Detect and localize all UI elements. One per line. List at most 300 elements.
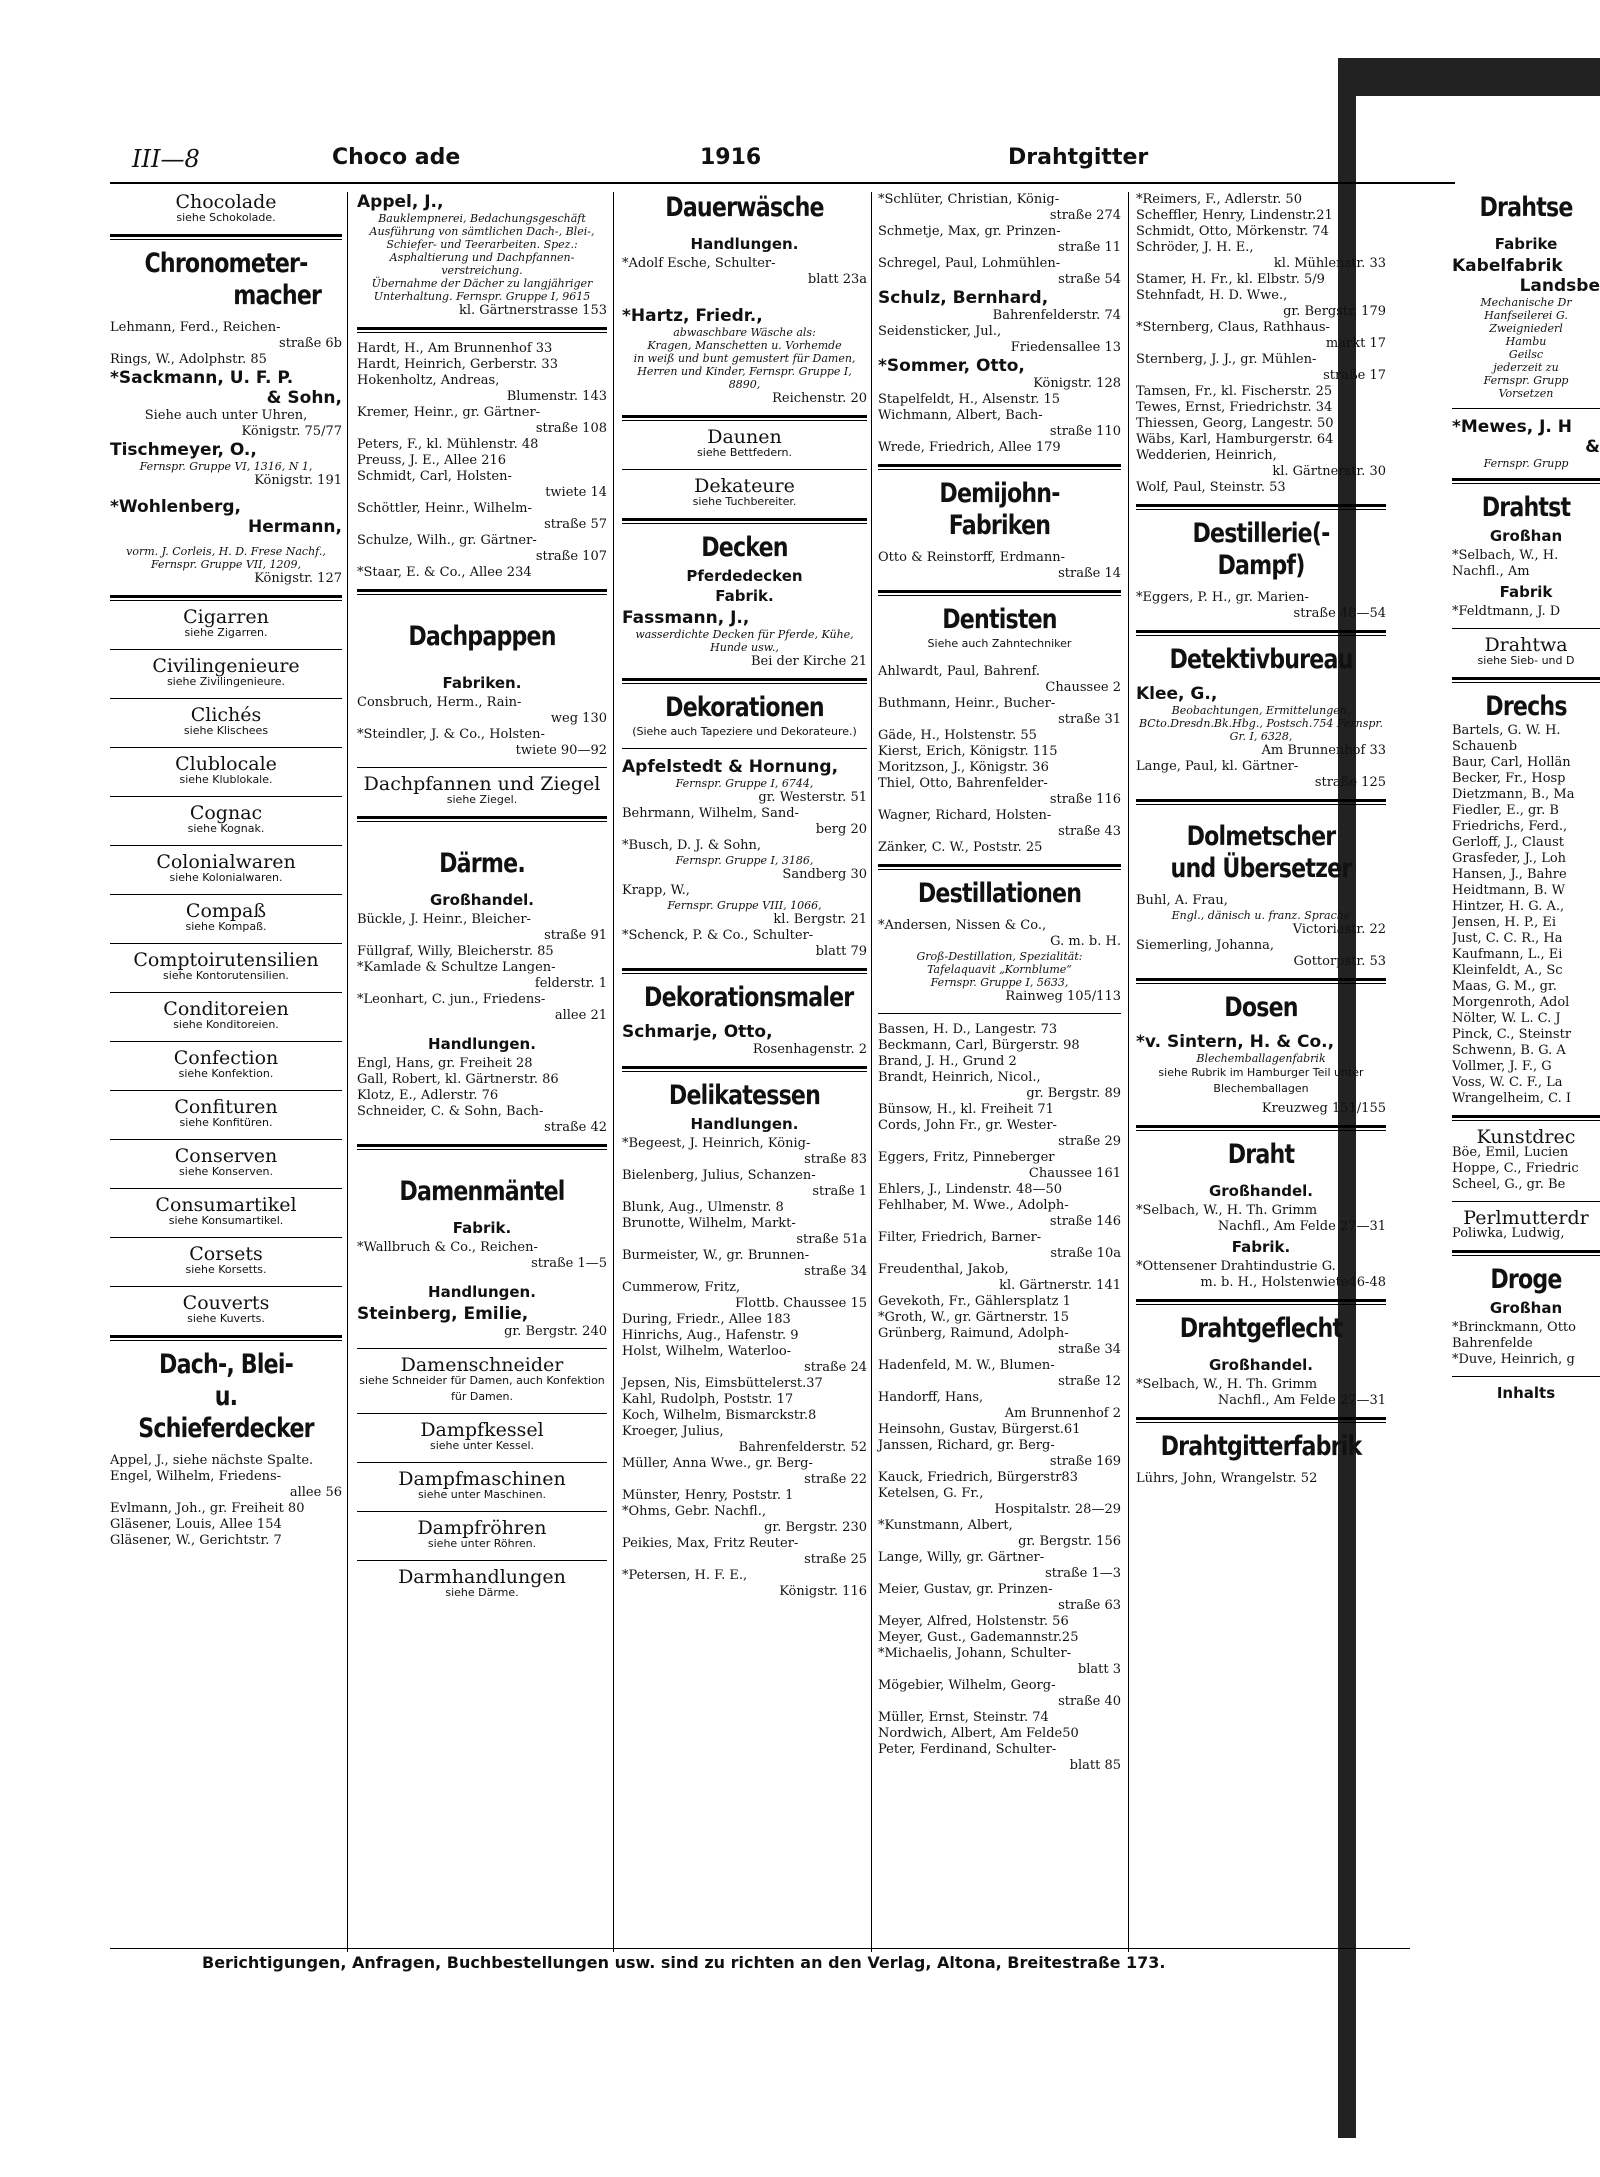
entry-address: straße 125 bbox=[1314, 775, 1386, 790]
directory-entry: Bassen, H. D., Langestr. 73 bbox=[878, 1022, 1058, 1037]
featured-entry: *Mewes, J. H bbox=[1452, 417, 1572, 437]
spacer bbox=[110, 489, 342, 497]
see-also-note: siehe Korsetts. bbox=[185, 1263, 267, 1276]
entry-address: Königstr. 128 bbox=[1033, 376, 1121, 391]
section-heading: Dekorationsmaler bbox=[644, 982, 854, 1013]
subsection-label: Pferdedecken bbox=[686, 567, 803, 585]
double-rule bbox=[1136, 1125, 1386, 1131]
directory-entry: Wedderien, Heinrich, bbox=[1136, 448, 1277, 463]
double-rule bbox=[1452, 478, 1600, 484]
featured-entry: Steinberg, Emilie, bbox=[357, 1304, 529, 1324]
double-rule bbox=[1136, 799, 1386, 805]
directory-entry: Müller, Ernst, Steinstr. 74 bbox=[878, 1710, 1049, 1725]
featured-entry: *Sackmann, U. F. P. bbox=[110, 368, 294, 388]
cross-ref-heading: Damenschneider bbox=[400, 1354, 564, 1376]
directory-entry: Appel, J., siehe nächste Spalte. bbox=[110, 1453, 314, 1468]
entry-address: gr. Bergstr. 156 bbox=[1018, 1534, 1121, 1549]
entry-address: Königstr. 116 bbox=[779, 1584, 867, 1599]
featured-entry: Apfelstedt & Hornung, bbox=[622, 757, 839, 777]
directory-entry: Kroeger, Julius, bbox=[622, 1424, 724, 1439]
column-divider bbox=[1128, 192, 1129, 1952]
featured-entry: & Sohn, bbox=[266, 388, 342, 408]
directory-entry: Cords, John Fr., gr. Wester- bbox=[878, 1118, 1057, 1133]
directory-entry: *Schlüter, Christian, König- bbox=[878, 192, 1060, 207]
directory-entry: *Brinckmann, Otto bbox=[1452, 1320, 1576, 1335]
spacer bbox=[357, 653, 607, 671]
featured-entry: *Wohlenberg, bbox=[110, 497, 241, 517]
directory-entry: Voss, W. C. F., La bbox=[1452, 1075, 1563, 1090]
entry-address: straße 108 bbox=[535, 421, 607, 436]
subsection-label: Großhandel. bbox=[429, 891, 535, 909]
directory-entry: Schauenb bbox=[1452, 739, 1518, 754]
entry-description: abwaschbare Wäsche als: bbox=[673, 326, 816, 339]
entry-address: straße 11 bbox=[1058, 240, 1121, 255]
entry-address: Königstr. 191 bbox=[254, 473, 342, 488]
entry-address: straße 107 bbox=[535, 549, 607, 564]
entry-address: straße 51a bbox=[796, 1232, 867, 1247]
directory-entry: Bartels, G. W. H. bbox=[1452, 723, 1561, 738]
directory-entry: *Groth, W., gr. Gärtnerstr. 15 bbox=[878, 1310, 1069, 1325]
entry-description: Hanfseilerei G. bbox=[1484, 309, 1568, 322]
single-rule bbox=[110, 894, 342, 895]
directory-entry: Stamer, H. Fr., kl. Elbstr. 5/9 bbox=[1136, 272, 1325, 287]
section-heading: Därme. bbox=[439, 848, 525, 879]
entry-address: Victoriastr. 22 bbox=[1292, 922, 1386, 937]
double-rule bbox=[1452, 677, 1600, 683]
directory-entry: Kremer, Heinr., gr. Gärtner- bbox=[357, 405, 541, 420]
single-rule bbox=[110, 747, 342, 748]
entry-address: berg 20 bbox=[815, 822, 867, 837]
directory-entry: Ketelsen, G. Fr., bbox=[878, 1486, 984, 1501]
featured-entry: *Hartz, Friedr., bbox=[622, 306, 763, 326]
section-heading: macher bbox=[233, 280, 322, 311]
directory-entry: Wolf, Paul, Steinstr. 53 bbox=[1136, 480, 1286, 495]
entry-description: Fernspr. Grupp bbox=[1483, 374, 1569, 387]
directory-entry: Beckmann, Carl, Bürgerstr. 98 bbox=[878, 1038, 1080, 1053]
section-heading: Droge bbox=[1490, 1264, 1562, 1295]
subsection-label: Fabrik. bbox=[715, 587, 774, 605]
single-rule bbox=[110, 1139, 342, 1140]
spacer bbox=[1136, 1171, 1386, 1179]
column-4 bbox=[878, 192, 1121, 1774]
entry-description: Ausführung von sämtlichen Dach-, Blei-, Schiefer- und Teerarbeiten. Spez.: Asphaltierung und Dachpfannen-verstreichung. bbox=[369, 225, 595, 277]
entry-address: straße 57 bbox=[544, 517, 607, 532]
directory-entry: Ehlers, J., Lindenstr. 48—50 bbox=[878, 1182, 1063, 1197]
spacer bbox=[357, 1158, 607, 1176]
cross-ref-heading: Consumartikel bbox=[155, 1194, 297, 1216]
single-rule bbox=[357, 1348, 607, 1349]
section-heading: Demijohn-Fabriken bbox=[939, 478, 1060, 541]
section-heading: Damenmäntel bbox=[399, 1176, 565, 1207]
entry-description: Bauklempnerei, Bedachungsgeschäft bbox=[378, 212, 586, 225]
spacer bbox=[110, 537, 342, 545]
single-rule bbox=[357, 1462, 607, 1463]
featured-entry: Schmarje, Otto, bbox=[622, 1022, 773, 1042]
directory-entry: Kaufmann, L., Ei bbox=[1452, 947, 1563, 962]
column-divider bbox=[613, 192, 614, 1952]
directory-entry: Bückle, J. Heinr., Bleicher- bbox=[357, 912, 531, 927]
directory-entry: Brandt, Heinrich, Nicol., bbox=[878, 1070, 1041, 1085]
entry-address: Bei der Kirche 21 bbox=[750, 654, 867, 669]
cross-ref-heading: Civilingenieure bbox=[152, 655, 300, 677]
see-also-note: siehe Bettfedern. bbox=[697, 446, 792, 459]
directory-entry: Dietzmann, B., Ma bbox=[1452, 787, 1575, 802]
directory-entry: Peikies, Max, Fritz Reuter- bbox=[622, 1536, 799, 1551]
directory-entry: Hintzer, H. G. A., bbox=[1452, 899, 1565, 914]
directory-entry: Stehnfadt, H. D. Wwe., bbox=[1136, 288, 1288, 303]
see-also-note: siehe unter Kessel. bbox=[429, 1439, 535, 1452]
spacer bbox=[878, 910, 1121, 918]
entry-description: Mechanische Dr bbox=[1480, 296, 1572, 309]
directory-entry: Hardt, Heinrich, Gerberstr. 33 bbox=[357, 357, 558, 372]
directory-entry: Pinck, C., Steinstr bbox=[1452, 1027, 1572, 1042]
section-heading: Chronometer- bbox=[144, 248, 308, 279]
directory-entry: Füllgraf, Willy, Bleicherstr. 85 bbox=[357, 944, 554, 959]
directory-entry: Preuss, J. E., Allee 216 bbox=[357, 453, 507, 468]
directory-entry: *Steindler, J. & Co., Holsten- bbox=[357, 727, 545, 742]
directory-entry: Scheffler, Henry, Lindenstr.21 bbox=[1136, 208, 1333, 223]
directory-entry: *Sternberg, Claus, Rathhaus- bbox=[1136, 320, 1330, 335]
double-rule bbox=[1136, 630, 1386, 636]
directory-entry: Wagner, Richard, Holsten- bbox=[878, 808, 1052, 823]
directory-entry: Müller, Anna Wwe., gr. Berg- bbox=[622, 1456, 813, 1471]
see-also-note: siehe Klischees bbox=[183, 724, 269, 737]
directory-entry: Mögebier, Wilhelm, Georg- bbox=[878, 1678, 1056, 1693]
directory-entry: Brunotte, Wilhelm, Markt- bbox=[622, 1216, 796, 1231]
cross-ref-heading: Perlmutterdr bbox=[1463, 1207, 1589, 1229]
entry-description: Blechemballagenfabrik bbox=[1196, 1052, 1326, 1065]
entry-description: Engl., dänisch u. franz. Sprache bbox=[1171, 909, 1351, 922]
cross-ref-heading: Drahtwa bbox=[1484, 634, 1568, 656]
entry-address: gr. Bergstr. 179 bbox=[1283, 304, 1386, 319]
directory-entry: Schmidt, Carl, Holsten- bbox=[357, 469, 512, 484]
directory-entry: Bahrenfelde bbox=[1452, 1336, 1533, 1351]
header-year: 1916 bbox=[700, 145, 762, 170]
double-rule bbox=[878, 464, 1121, 470]
entry-address: gr. Bergstr. 240 bbox=[504, 1324, 607, 1339]
see-also-note: siehe Konfitüren. bbox=[179, 1116, 273, 1129]
entry-address: Königstr. 127 bbox=[254, 571, 342, 586]
double-rule bbox=[357, 816, 607, 822]
directory-entry: Maas, G. M., gr. bbox=[1452, 979, 1557, 994]
directory-entry: Bielenberg, Julius, Schanzen- bbox=[622, 1168, 816, 1183]
featured-entry: Tischmeyer, O., bbox=[110, 440, 257, 460]
directory-entry: Moritzson, J., Königstr. 36 bbox=[878, 760, 1049, 775]
directory-entry: Handorff, Hans, bbox=[878, 1390, 984, 1405]
single-rule bbox=[878, 1013, 1121, 1014]
entry-address: straße 12 bbox=[1058, 1374, 1121, 1389]
directory-entry: Nölter, W. L. C. J bbox=[1452, 1011, 1561, 1026]
cross-ref-heading: Corsets bbox=[189, 1243, 263, 1265]
entry-address: allee 21 bbox=[554, 1008, 607, 1023]
double-rule bbox=[622, 415, 867, 421]
directory-entry: Meier, Gustav, gr. Prinzen- bbox=[878, 1582, 1053, 1597]
see-also-note: siehe Rubrik im Hamburger Teil unter Blechemballagen bbox=[1158, 1066, 1364, 1095]
entry-address: blatt 85 bbox=[1069, 1758, 1121, 1773]
directory-entry: Morgenroth, Adol bbox=[1452, 995, 1570, 1010]
entry-address: kl. Gärtnerstrasse 153 bbox=[459, 303, 607, 318]
entry-address: kl. Bergstr. 21 bbox=[773, 912, 867, 927]
entry-address: straße 1—5 bbox=[531, 1256, 607, 1271]
directory-entry: Engel, Wilhelm, Friedens- bbox=[110, 1469, 282, 1484]
entry-address: straße 48—54 bbox=[1293, 606, 1386, 621]
cross-ref-heading: Couverts bbox=[182, 1292, 270, 1314]
section-heading: Dosen bbox=[1224, 992, 1298, 1023]
cross-ref-heading: Conditoreien bbox=[163, 998, 289, 1020]
entry-description: vorm. J. Corleis, H. D. Frese Nachf., Fernspr. Gruppe VII, 1209, bbox=[126, 545, 326, 571]
directory-entry: During, Friedr., Allee 183 bbox=[622, 1312, 791, 1327]
entry-description: Fernspr. Gruppe I, 6744, bbox=[675, 777, 814, 790]
footer-notice: Berichtigungen, Anfragen, Buchbestellungen usw. sind zu richten an den Verlag, Altona, Breitestraße 173. bbox=[202, 1953, 1166, 1972]
double-rule bbox=[1452, 1115, 1600, 1121]
subsection-label: Fabrik bbox=[1499, 583, 1553, 601]
directory-entry: Gäde, H., Holstenstr. 55 bbox=[878, 728, 1037, 743]
cross-ref-heading: Confituren bbox=[174, 1096, 278, 1118]
entry-address: kl. Gärtnerstr. 141 bbox=[999, 1278, 1121, 1293]
cross-ref-heading: Kunstdrec bbox=[1476, 1126, 1576, 1148]
spacer bbox=[110, 1445, 342, 1453]
directory-entry: Münster, Henry, Poststr. 1 bbox=[622, 1488, 794, 1503]
entry-address: straße 43 bbox=[1058, 824, 1121, 839]
cross-ref-heading: Dekateure bbox=[694, 475, 795, 497]
directory-entry: Nordwich, Albert, Am Felde50 bbox=[878, 1726, 1079, 1741]
entry-address: Rainweg 105/113 bbox=[1005, 989, 1121, 1004]
see-also-note: siehe unter Röhren. bbox=[427, 1537, 537, 1550]
directory-entry: Hansen, J., Bahre bbox=[1452, 867, 1567, 882]
directory-entry: Consbruch, Herm., Rain- bbox=[357, 695, 522, 710]
section-heading: Detektivbureau bbox=[1169, 644, 1353, 675]
entry-address: felderstr. 1 bbox=[534, 976, 607, 991]
entry-description: Groß-Destillation, Spezialität: bbox=[916, 950, 1083, 963]
entry-address: Bahrenfelderstr. 52 bbox=[738, 1440, 867, 1455]
entry-address: straße 29 bbox=[1058, 1134, 1121, 1149]
single-rule bbox=[110, 992, 342, 993]
directory-entry: *Feldtmann, J. D bbox=[1452, 604, 1561, 619]
entry-description: Fernspr. Gruppe I, 3186, bbox=[675, 854, 814, 867]
section-heading: Drahtgeflecht bbox=[1179, 1313, 1343, 1344]
cross-ref-heading: Cigarren bbox=[183, 606, 269, 628]
directory-entry: Kierst, Erich, Königstr. 115 bbox=[878, 744, 1058, 759]
directory-entry: *Ottensener Drahtindustrie G. bbox=[1136, 1259, 1336, 1274]
header-rule bbox=[110, 182, 1455, 184]
subsection-label: Fabrik. bbox=[452, 1219, 512, 1237]
directory-entry: Hoppe, C., Friedric bbox=[1452, 1161, 1579, 1176]
entry-address: straße 274 bbox=[1049, 208, 1121, 223]
entry-address: Nachfl., Am Felde 27—31 bbox=[1217, 1219, 1386, 1234]
column-2 bbox=[357, 192, 607, 1605]
directory-entry: Schröder, J. H. E., bbox=[1136, 240, 1254, 255]
see-also-note: siehe Kognak. bbox=[187, 822, 265, 835]
section-heading: Draht bbox=[1227, 1139, 1295, 1170]
entry-address: Hospitalstr. 28—29 bbox=[994, 1502, 1121, 1517]
entry-address: Bahrenfelderstr. 74 bbox=[992, 308, 1121, 323]
featured-entry: & bbox=[1585, 437, 1600, 457]
entry-address: Sandberg 30 bbox=[782, 867, 867, 882]
directory-entry: Holst, Wilhelm, Waterloo- bbox=[622, 1344, 792, 1359]
entry-address: allee 56 bbox=[289, 1485, 342, 1500]
entry-description: Hambu bbox=[1505, 335, 1547, 348]
see-also-note: siehe Kolonialwaren. bbox=[169, 871, 283, 884]
directory-entry: Sternberg, J. J., gr. Mühlen- bbox=[1136, 352, 1317, 367]
directory-entry: Gevekoth, Fr., Gählersplatz 1 bbox=[878, 1294, 1071, 1309]
directory-entry: Friedrichs, Ferd., bbox=[1452, 819, 1568, 834]
see-also-note: siehe Konfektion. bbox=[178, 1067, 274, 1080]
directory-entry: Schmidt, Otto, Mörkenstr. 74 bbox=[1136, 224, 1329, 239]
single-rule bbox=[110, 1188, 342, 1189]
cross-ref-heading: Conserven bbox=[174, 1145, 278, 1167]
directory-entry: *Reimers, F., Adlerstr. 50 bbox=[1136, 192, 1302, 207]
directory-entry: Lange, Paul, kl. Gärtner- bbox=[1136, 759, 1299, 774]
directory-entry: Hadenfeld, M. W., Blumen- bbox=[878, 1358, 1055, 1373]
double-rule bbox=[110, 234, 342, 240]
directory-entry: Schulze, Wilh., gr. Gärtner- bbox=[357, 533, 537, 548]
entry-address: straße 1 bbox=[812, 1184, 867, 1199]
directory-entry: Wäbs, Karl, Hamburgerstr. 64 bbox=[1136, 432, 1334, 447]
entry-address: straße 146 bbox=[1049, 1214, 1121, 1229]
double-rule bbox=[622, 518, 867, 524]
entry-address: straße 31 bbox=[1058, 712, 1121, 727]
section-heading: Destillerie(-Dampf) bbox=[1192, 518, 1330, 581]
spacer bbox=[357, 603, 607, 621]
directory-entry: Meyer, Gust., Gademannstr.25 bbox=[878, 1630, 1079, 1645]
entry-address: straße 14 bbox=[1058, 566, 1121, 581]
cross-ref-heading: Chocolade bbox=[175, 191, 277, 213]
directory-entry: Buthmann, Heinr., Bucher- bbox=[878, 696, 1056, 711]
section-heading: Delikatessen bbox=[668, 1080, 821, 1111]
footer-rule bbox=[110, 1948, 1410, 1949]
see-also-note: siehe Schokolade. bbox=[176, 211, 276, 224]
directory-entry: *Selbach, W., H. Th. Grimm bbox=[1136, 1377, 1318, 1392]
column-divider bbox=[871, 192, 872, 1952]
directory-entry: *Begeest, J. Heinrich, König- bbox=[622, 1136, 811, 1151]
spacer bbox=[622, 1014, 867, 1022]
directory-entry: Blunk, Aug., Ulmenstr. 8 bbox=[622, 1200, 784, 1215]
section-heading: Dauerwäsche bbox=[665, 192, 824, 223]
entry-description: Fernspr. Grupp bbox=[1483, 457, 1569, 470]
directory-entry: Meyer, Alfred, Holstenstr. 56 bbox=[878, 1614, 1069, 1629]
spacer bbox=[1136, 676, 1386, 684]
cross-ref-heading: Cognac bbox=[189, 802, 263, 824]
directory-entry: Poliwka, Ludwig, bbox=[1452, 1226, 1565, 1241]
double-rule bbox=[622, 1066, 867, 1072]
spacer bbox=[357, 830, 607, 848]
directory-entry: Wrangelheim, C. I bbox=[1452, 1091, 1571, 1106]
single-rule bbox=[110, 796, 342, 797]
directory-entry: Behrmann, Wilhelm, Sand- bbox=[622, 806, 799, 821]
directory-entry: Tewes, Ernst, Friedrichstr. 34 bbox=[1136, 400, 1333, 415]
double-rule bbox=[878, 864, 1121, 870]
see-also-note: siehe Zigarren. bbox=[184, 626, 268, 639]
directory-entry: *Ohms, Gebr. Nachfl., bbox=[622, 1504, 766, 1519]
cross-ref-heading: Clichés bbox=[190, 704, 262, 726]
directory-entry: Böe, Emil, Lucien bbox=[1452, 1145, 1569, 1160]
section-heading: Decken bbox=[701, 532, 788, 563]
directory-entry: Jensen, H. P., Ei bbox=[1452, 915, 1557, 930]
see-also-note: siehe Konserven. bbox=[179, 1165, 273, 1178]
directory-entry: Bünsow, H., kl. Freiheit 71 bbox=[878, 1102, 1054, 1117]
featured-entry: Klee, G., bbox=[1136, 684, 1218, 704]
single-rule bbox=[1452, 408, 1600, 409]
entry-address: straße 42 bbox=[544, 1120, 607, 1135]
single-rule bbox=[1452, 628, 1600, 629]
directory-entry: Schmetje, Max, gr. Prinzen- bbox=[878, 224, 1061, 239]
directory-entry: *Selbach, W., H. Th. Grimm bbox=[1136, 1203, 1318, 1218]
entry-address: straße 116 bbox=[1049, 792, 1121, 807]
entry-address: straße 22 bbox=[804, 1472, 867, 1487]
section-heading: Destillationen bbox=[917, 878, 1082, 909]
single-rule bbox=[622, 748, 867, 749]
directory-entry: Scheel, G., gr. Be bbox=[1452, 1177, 1566, 1192]
directory-entry: Nachfl., Am bbox=[1452, 564, 1530, 579]
spacer bbox=[110, 312, 342, 320]
subsection-label: Großhan bbox=[1489, 527, 1563, 545]
directory-entry: *Schenck, P. & Co., Schulter- bbox=[622, 928, 814, 943]
entry-description: Zweigniederl bbox=[1489, 322, 1563, 335]
entry-address: Am Brunnenhof 2 bbox=[1004, 1406, 1121, 1421]
directory-entry: Krapp, W., bbox=[622, 883, 690, 898]
directory-entry: Thiel, Otto, Bahrenfelder- bbox=[878, 776, 1048, 791]
double-rule bbox=[622, 678, 867, 684]
column-1 bbox=[110, 192, 342, 1549]
spacer bbox=[357, 1208, 607, 1216]
directory-entry: Vollmer, J. F., G bbox=[1452, 1059, 1552, 1074]
directory-entry: Lührs, John, Wrangelstr. 52 bbox=[1136, 1471, 1318, 1486]
entry-address: G. m. b. H. bbox=[1050, 934, 1121, 949]
directory-entry: Fehlhaber, M. Wwe., Adolph- bbox=[878, 1198, 1069, 1213]
entry-address: straße 63 bbox=[1058, 1598, 1121, 1613]
subsection-label: Handlungen. bbox=[690, 1115, 799, 1133]
entry-address: Chaussee 161 bbox=[1028, 1166, 1121, 1181]
header-last-word: Drahtgitter bbox=[1008, 145, 1149, 170]
entry-description: Fernspr. Gruppe I, 5633, bbox=[930, 976, 1069, 989]
entry-address: markt 17 bbox=[1325, 336, 1386, 351]
spacer bbox=[1136, 1345, 1386, 1353]
section-heading: Drahtst bbox=[1481, 492, 1571, 523]
directory-entry: Schregel, Paul, Lohmühlen- bbox=[878, 256, 1061, 271]
section-heading: Drechs bbox=[1485, 691, 1567, 722]
entry-description: Geilsc bbox=[1508, 348, 1544, 361]
entry-address: twiete 90—92 bbox=[515, 743, 607, 758]
directory-entry: Kahl, Rudolph, Poststr. 17 bbox=[622, 1392, 794, 1407]
subsection-label: Fabrike bbox=[1494, 235, 1558, 253]
column-6-cut bbox=[1452, 192, 1600, 1405]
entry-address: straße 169 bbox=[1049, 1454, 1121, 1469]
column-5 bbox=[1136, 192, 1386, 1487]
section-heading: Drahtse bbox=[1479, 192, 1573, 223]
double-rule bbox=[878, 590, 1121, 596]
entry-address: weg 130 bbox=[550, 711, 607, 726]
subsection-label: Fabriken. bbox=[442, 674, 522, 692]
see-also-note: siehe Därme. bbox=[445, 1586, 519, 1599]
directory-entry: *Andersen, Nissen & Co., bbox=[878, 918, 1047, 933]
featured-entry: Hermann, bbox=[248, 517, 342, 537]
subsection-label: Großhandel. bbox=[1208, 1182, 1314, 1200]
single-rule bbox=[110, 1286, 342, 1287]
entry-address: straße 25 bbox=[804, 1552, 867, 1567]
entry-description: jederzeit zu bbox=[1493, 361, 1559, 374]
featured-entry: Appel, J., bbox=[357, 192, 444, 212]
entry-address: blatt 23a bbox=[807, 272, 867, 287]
entry-address: Flottb. Chaussee 15 bbox=[735, 1296, 867, 1311]
scan-shadow-top bbox=[1340, 58, 1600, 96]
directory-entry: Tamsen, Fr., kl. Fischerstr. 25 bbox=[1136, 384, 1333, 399]
featured-entry: Fassmann, J., bbox=[622, 608, 750, 628]
see-also-note: siehe Ziegel. bbox=[446, 793, 518, 806]
directory-entry: *Petersen, H. F. E., bbox=[622, 1568, 748, 1583]
see-also-note: siehe Konditoreien. bbox=[173, 1018, 279, 1031]
entry-address: straße 17 bbox=[1323, 368, 1386, 383]
header-first-word: Choco ade bbox=[332, 145, 461, 170]
